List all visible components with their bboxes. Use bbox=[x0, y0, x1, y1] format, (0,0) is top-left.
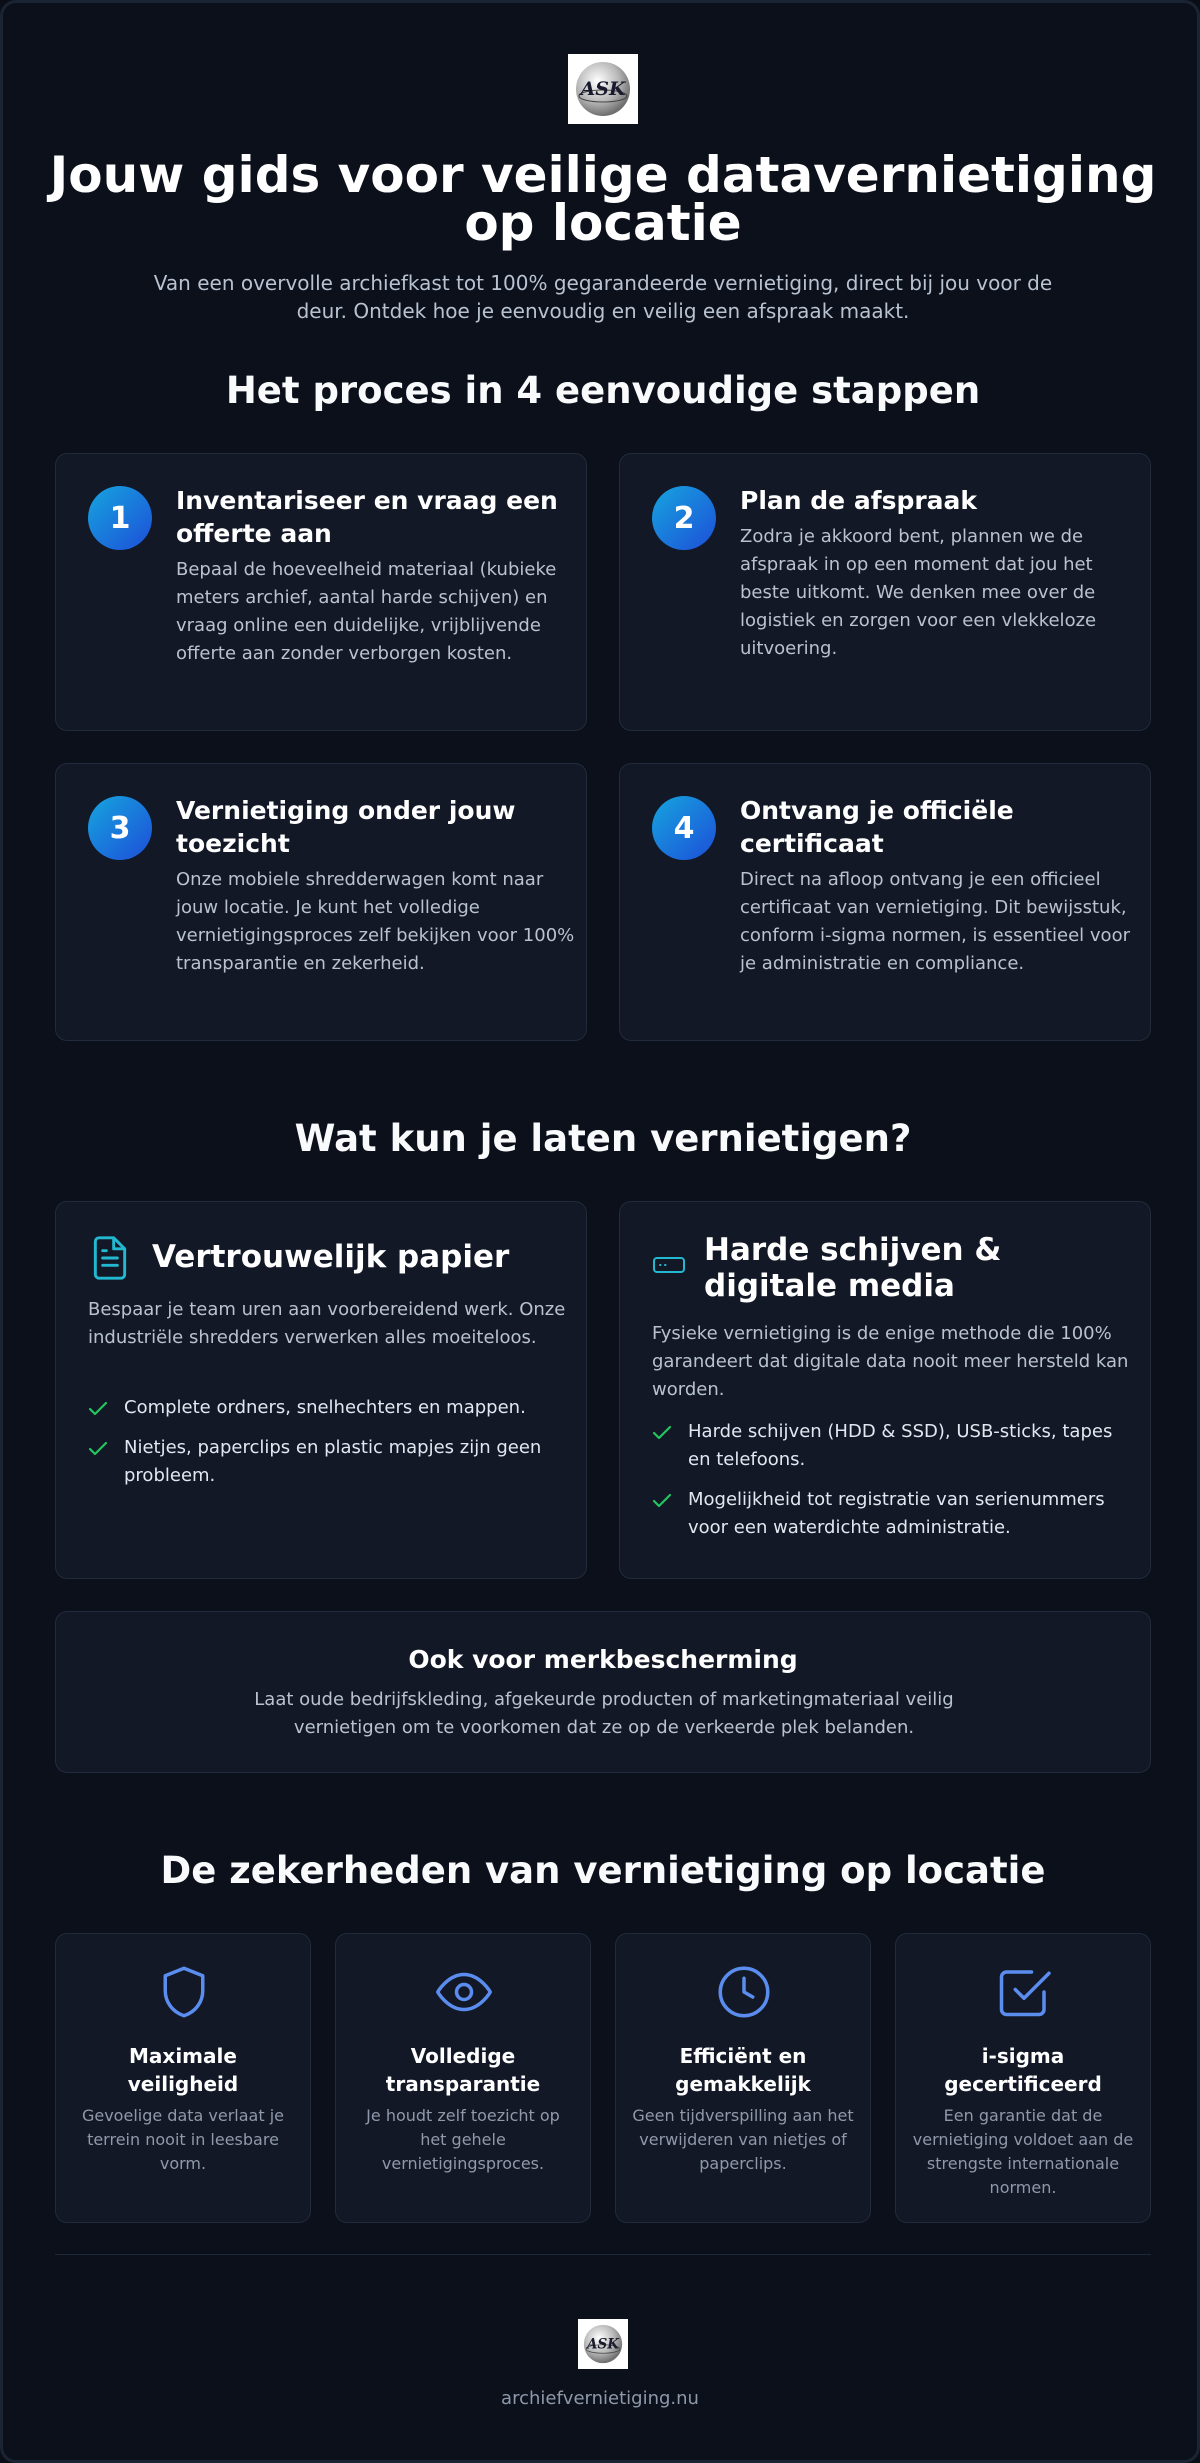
step-card-4 bbox=[619, 763, 1151, 1041]
footer-divider bbox=[55, 2254, 1151, 2255]
list-item: Mogelijkheid tot registratie van serienummers voor een waterdichte administratie. bbox=[652, 1486, 1132, 1542]
benefits-section-title: De zekerheden van vernietiging op locatie bbox=[160, 1849, 1046, 1892]
list-item: Complete ordners, snelhechters en mappen. bbox=[88, 1394, 568, 1422]
checkbox-icon bbox=[994, 1962, 1054, 2022]
document-icon bbox=[88, 1234, 132, 1282]
step-title: Ontvang je officiële certificaat bbox=[740, 796, 1014, 858]
step-title: Vernietiging onder jouw toezicht bbox=[176, 796, 516, 858]
step-number-badge: 1 bbox=[88, 486, 152, 550]
digital-media-card-title: Harde schijven & digitale media bbox=[704, 1232, 1002, 1304]
step-description: Direct na afloop ontvang je een officieel certificaat van vernietiging. Dit bewijsstuk, conform i-sigma normen, is essentieel voor je administratie en compliance. bbox=[740, 869, 1130, 974]
svg-text:ASK: ASK bbox=[587, 2336, 619, 2353]
benefit-title: Maximale veiligheid bbox=[127, 2044, 239, 2096]
benefit-card-certified bbox=[895, 1933, 1151, 2223]
check-icon bbox=[652, 1424, 672, 1440]
step-description: Zodra je akkoord bent, plannen we de afspraak in op een moment dat jou het beste uitkomt. We denken mee over de logistiek en zorgen voor een vlekkeloze uitvoering. bbox=[740, 526, 1097, 659]
materials-section-title: Wat kun je laten vernietigen? bbox=[294, 1117, 912, 1160]
footer-website-link[interactable]: archiefvernietiging.nu bbox=[501, 2388, 699, 2409]
page-subtitle: Van een overvolle archiefkast tot 100% gegarandeerde vernietiging, direct bij jou voor de deur. Ontdek hoe je eenvoudig en veilig een afspraak maakt. bbox=[153, 271, 1053, 323]
benefit-description: Je houdt zelf toezicht op het gehele vernietigingsproces. bbox=[366, 2106, 560, 2173]
step-card-3 bbox=[55, 763, 587, 1041]
step-description: Bepaal de hoeveelheid materiaal (kubieke meters archief, aantal harde schijven) en vraag online een duidelijke, vrijblijvende offerte aan zonder verborgen kosten. bbox=[176, 559, 557, 664]
check-icon bbox=[88, 1400, 108, 1416]
digital-media-card bbox=[619, 1201, 1151, 1579]
paper-card-title: Vertrouwelijk papier bbox=[152, 1239, 510, 1275]
step-number-badge: 2 bbox=[652, 486, 716, 550]
paper-card bbox=[55, 1201, 587, 1579]
brand-protection-title: Ook voor merkbescherming bbox=[408, 1645, 798, 1674]
benefit-title: Volledige transparantie bbox=[385, 2044, 541, 2096]
check-icon bbox=[652, 1492, 672, 1508]
benefit-description: Geen tijdverspilling aan het verwijderen van nietjes of paperclips. bbox=[632, 2106, 854, 2173]
process-section-title: Het proces in 4 eenvoudige stappen bbox=[225, 369, 981, 412]
brand-protection-card bbox=[55, 1611, 1151, 1773]
shield-icon bbox=[154, 1962, 214, 2022]
digital-feature-list bbox=[652, 1418, 1132, 1554]
paper-feature-list bbox=[88, 1394, 568, 1502]
clock-icon bbox=[714, 1962, 774, 2022]
list-item: Harde schijven (HDD & SSD), USB-sticks, tapes en telefoons. bbox=[652, 1418, 1132, 1474]
benefit-card-security bbox=[55, 1933, 311, 2223]
page-title: Jouw gids voor veilige datavernietiging op locatie bbox=[49, 146, 1157, 252]
benefit-title: Efficiënt en gemakkelijk bbox=[675, 2044, 811, 2096]
ask-logo-icon bbox=[572, 58, 634, 120]
company-logo[interactable] bbox=[568, 54, 638, 124]
eye-icon bbox=[434, 1962, 494, 2022]
benefit-card-transparency bbox=[335, 1933, 591, 2223]
benefit-card-efficiency bbox=[615, 1933, 871, 2223]
step-title: Inventariseer en vraag een offerte aan bbox=[176, 486, 558, 548]
svg-text:ASK: ASK bbox=[580, 78, 626, 100]
benefit-description: Gevoelige data verlaat je terrein nooit in leesbare vorm. bbox=[81, 2106, 285, 2173]
benefit-description: Een garantie dat de vernietiging voldoet aan de strengste internationale normen. bbox=[912, 2106, 1134, 2197]
benefit-title: i-sigma gecertificeerd bbox=[944, 2044, 1102, 2096]
footer-logo[interactable] bbox=[578, 2319, 628, 2369]
hard-drive-icon bbox=[652, 1254, 686, 1276]
step-description: Onze mobiele shredderwagen komt naar jouw locatie. Je kunt het volledige vernietigingsproces zelf bekijken voor 100% transparantie en zekerheid. bbox=[176, 869, 575, 974]
digital-media-card-description: Fysieke vernietiging is de enige methode die 100% garandeert dat digitale data nooit meer hersteld kan worden. bbox=[652, 1323, 1129, 1400]
brand-protection-description: Laat oude bedrijfskleding, afgekeurde producten of marketingmateriaal veilig vernietigen om te voorkomen dat ze op de verkeerde plek belanden. bbox=[254, 1689, 954, 1738]
step-number-badge: 3 bbox=[88, 796, 152, 860]
list-item: Nietjes, paperclips en plastic mapjes zijn geen probleem. bbox=[88, 1434, 568, 1490]
step-card-1 bbox=[55, 453, 587, 731]
step-card-2 bbox=[619, 453, 1151, 731]
ask-logo-icon bbox=[581, 2322, 625, 2366]
paper-card-description: Bespaar je team uren aan voorbereidend werk. Onze industriële shredders verwerken alles moeiteloos. bbox=[88, 1299, 566, 1348]
check-icon bbox=[88, 1440, 108, 1456]
step-number-badge: 4 bbox=[652, 796, 716, 860]
step-title: Plan de afspraak bbox=[740, 486, 978, 515]
